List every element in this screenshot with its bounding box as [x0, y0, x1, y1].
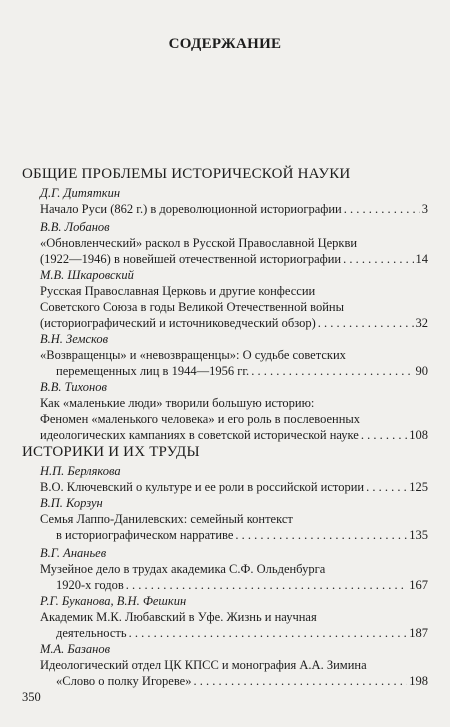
entry-title: 1920-х годов: [56, 578, 124, 592]
entry-author: В.П. Корзун: [40, 496, 103, 510]
page-number: 350: [22, 690, 41, 704]
entry-title: (1922—1946) в новейшей отечественной историографии: [40, 252, 342, 266]
leader-dots: [193, 674, 407, 689]
entry-title: «Слово о полку Игореве»: [56, 674, 192, 688]
entry-title-line: «Обновленческий» раскол в Русской Православной Церкви: [40, 236, 358, 250]
entry-title-line: Идеологический отдел ЦК КПСС и монография А.А. Зимина: [40, 658, 367, 672]
entry-page: 125: [409, 480, 428, 494]
entry-author: В.Н. Земсков: [40, 332, 109, 346]
entry-author: В.В. Лобанов: [40, 220, 110, 234]
leader-dots: [318, 316, 414, 331]
entry-title: в историографическом нарративе: [56, 528, 234, 542]
toc-entry[interactable]: [40, 428, 428, 443]
entry-title: Начало Руси (862 г.) в дореволюционной историографии: [40, 202, 342, 216]
entry-title-line: Советского Союза в годы Великой Отечественной войны: [40, 300, 345, 314]
entry-author: Д.Г. Дитяткин: [40, 186, 121, 200]
entry-title-line: Русская Православная Церковь и другие конфессии: [40, 284, 316, 298]
toc-entry[interactable]: [40, 202, 428, 217]
leader-dots: [344, 202, 420, 217]
entry-page: 167: [409, 578, 428, 592]
entry-title-line: Как «маленькие люди» творили большую историю:: [40, 396, 315, 410]
entry-page: 90: [415, 364, 428, 378]
entry-title: деятельность: [56, 626, 127, 640]
page-title: СОДЕРЖАНИЕ: [168, 36, 282, 52]
entry-author: Н.П. Берлякова: [40, 464, 121, 478]
toc-entry[interactable]: [40, 480, 428, 495]
entry-page: 3: [421, 202, 428, 216]
entry-page: 32: [415, 316, 428, 330]
toc-entry[interactable]: [40, 316, 428, 331]
entry-author: Р.Г. Буканова, В.Н. Фешкин: [40, 594, 187, 608]
entry-title: (историографический и источниковедческий обзор): [40, 316, 316, 330]
section-heading: ОБЩИЕ ПРОБЛЕМЫ ИСТОРИЧЕСКОЙ НАУКИ: [22, 166, 351, 182]
entry-title: перемещенных лиц в 1944—1956 гг.: [56, 364, 250, 378]
entry-page: 187: [409, 626, 428, 640]
toc-entry[interactable]: [56, 626, 428, 641]
entry-author: В.В. Тихонов: [40, 380, 107, 394]
toc-entry[interactable]: [56, 528, 428, 543]
leader-dots: [366, 480, 407, 495]
entry-title-line: Академик М.К. Любавский в Уфе. Жизнь и научная: [40, 610, 317, 624]
entry-author: В.Г. Ананьев: [40, 546, 107, 560]
leader-dots: [126, 578, 407, 593]
entry-title-line: Феномен «маленького человека» и его роль в послевоенных: [40, 412, 361, 426]
toc-entry[interactable]: [56, 674, 428, 689]
toc-entry[interactable]: [56, 364, 428, 379]
leader-dots: [235, 528, 407, 543]
toc-entry[interactable]: [56, 578, 428, 593]
leader-dots: [361, 428, 407, 443]
entry-page: 14: [415, 252, 428, 266]
leader-dots: [129, 626, 408, 641]
entry-author: М.А. Базанов: [40, 642, 111, 656]
section-heading: ИСТОРИКИ И ИХ ТРУДЫ: [22, 444, 200, 460]
entry-page: 108: [409, 428, 428, 442]
leader-dots: [251, 364, 413, 379]
entry-author: М.В. Шкаровский: [40, 268, 134, 282]
leader-dots: [343, 252, 413, 267]
entry-title-line: Музейное дело в трудах академика С.Ф. Ольденбурга: [40, 562, 326, 576]
entry-page: 198: [409, 674, 428, 688]
toc-entry[interactable]: [40, 252, 428, 267]
entry-title: идеологических кампаниях в советской исторической науке: [40, 428, 359, 442]
entry-title-line: Семья Лаппо-Данилевских: семейный контекст: [40, 512, 293, 526]
entry-title-line: «Возвращенцы» и «невозвращенцы»: О судьбе советских: [40, 348, 346, 362]
entry-page: 135: [409, 528, 428, 542]
entry-title: В.О. Ключевский о культуре и ее роли в российской истории: [40, 480, 365, 494]
